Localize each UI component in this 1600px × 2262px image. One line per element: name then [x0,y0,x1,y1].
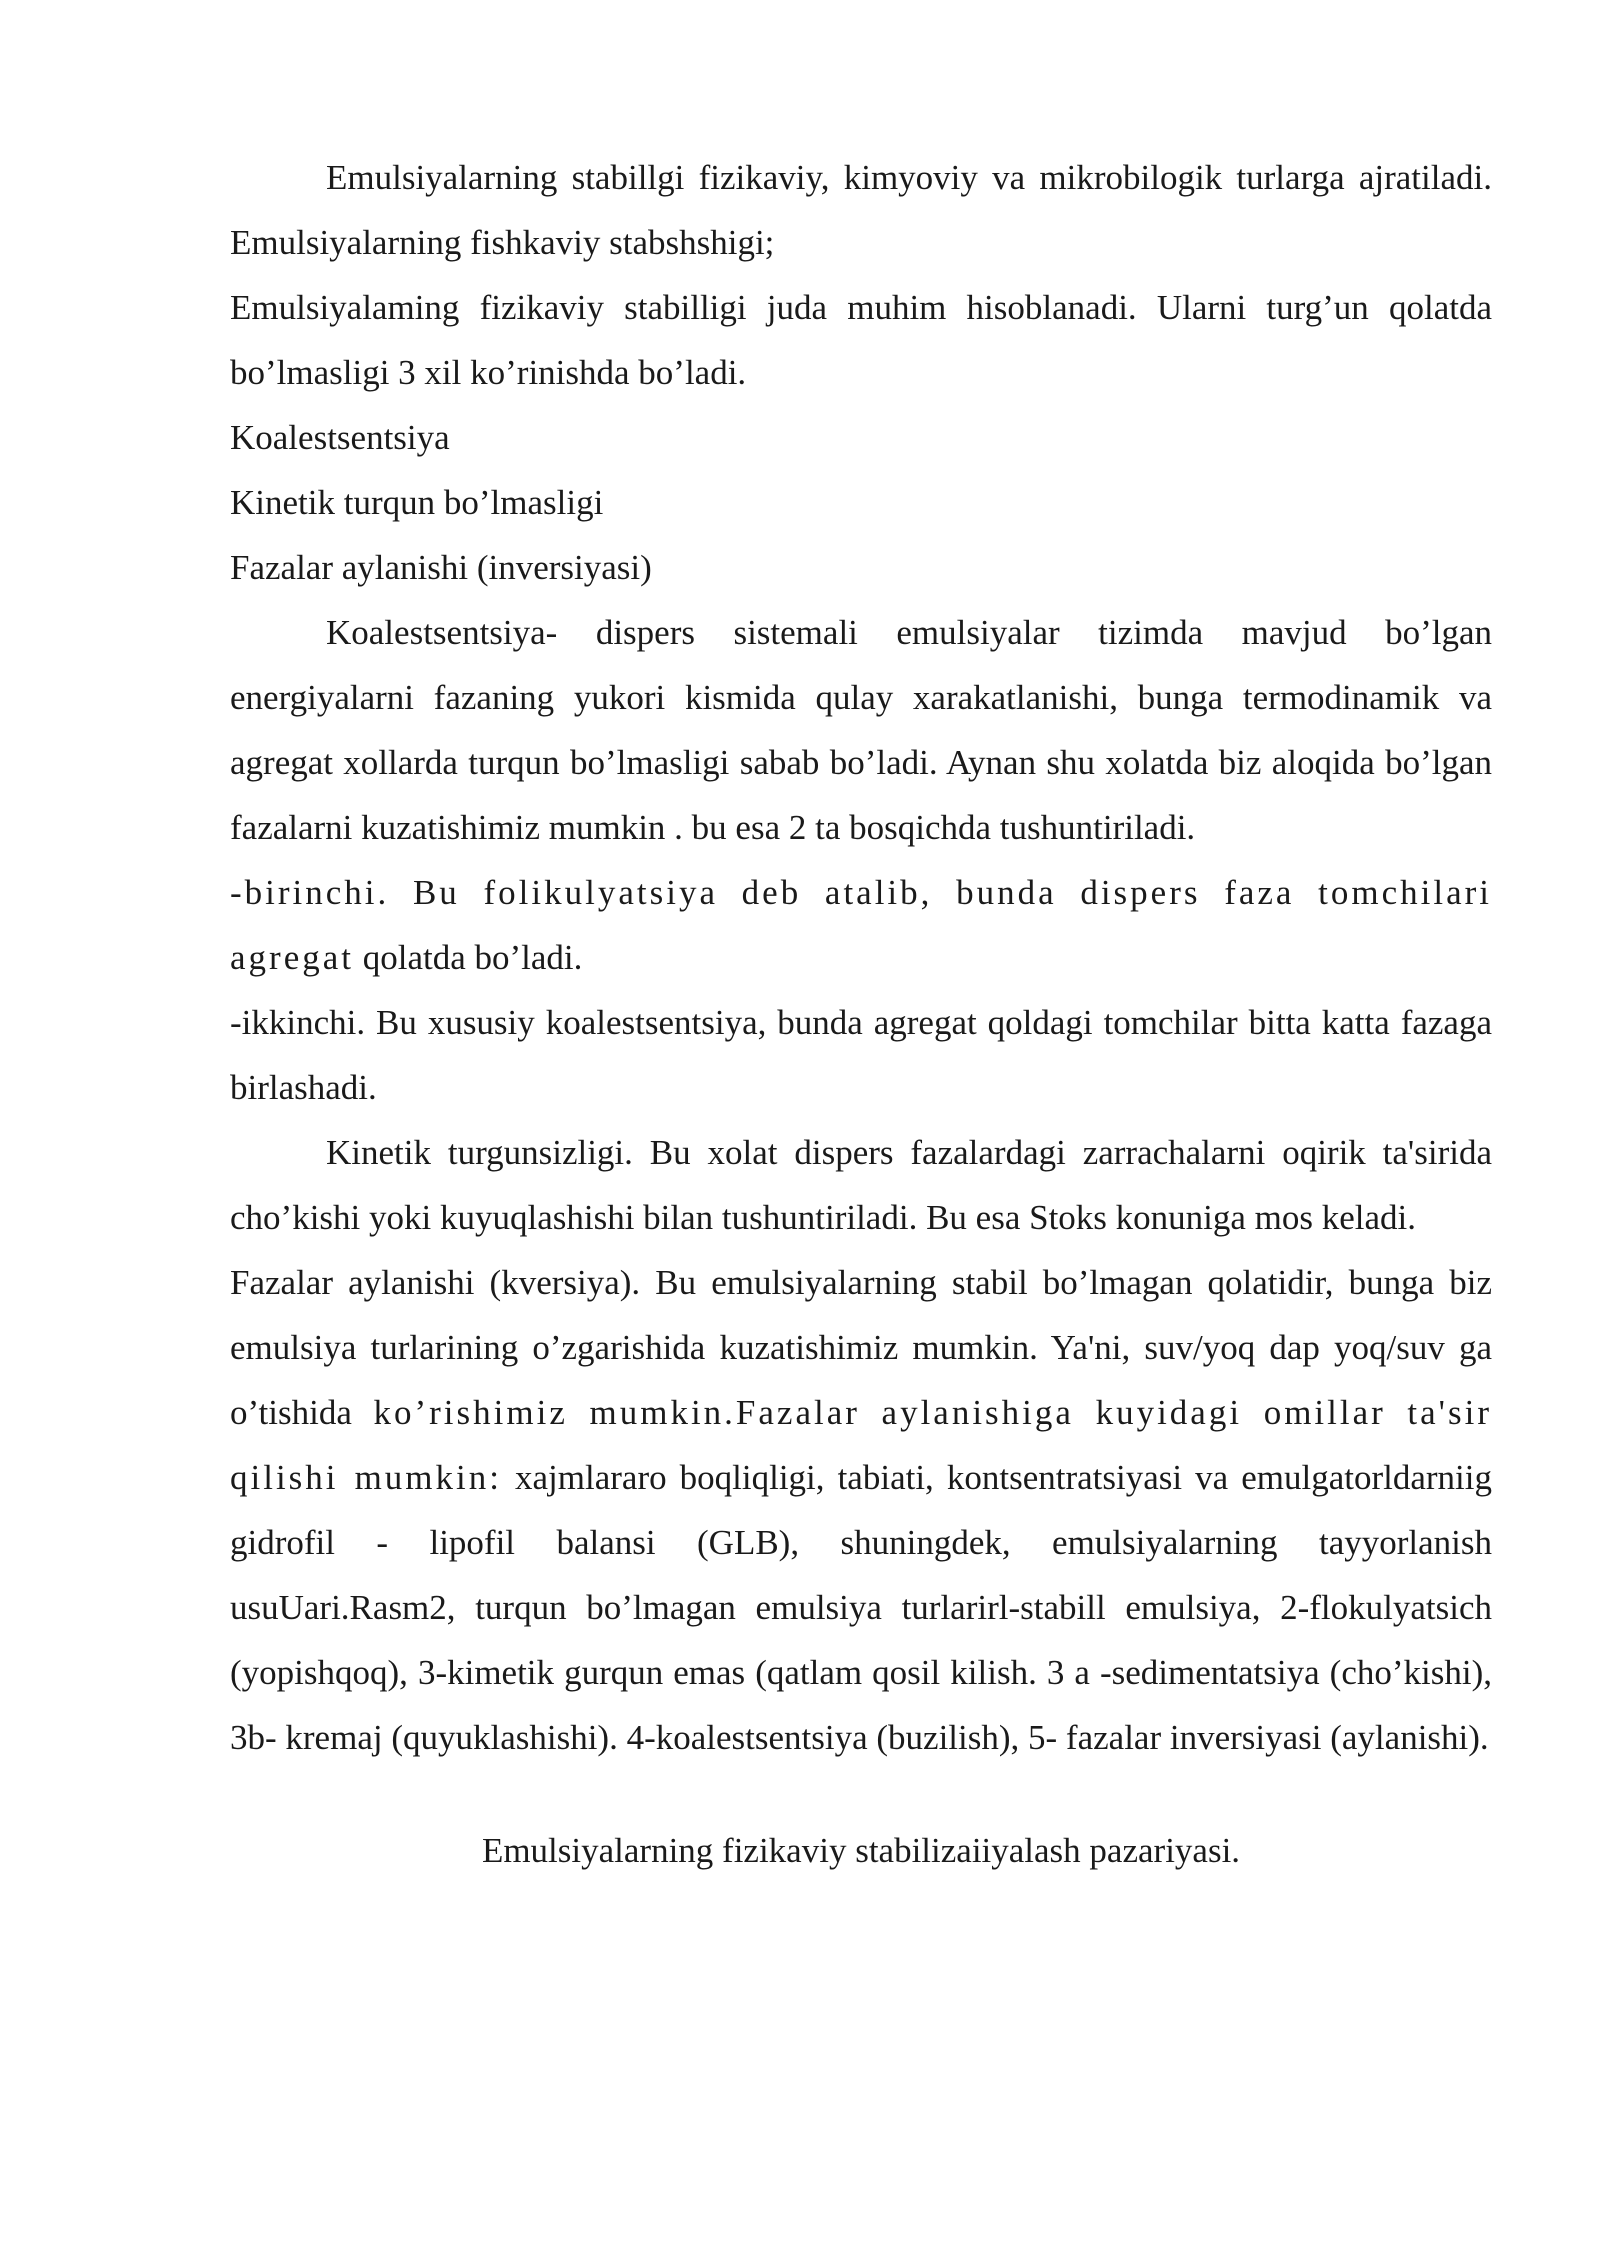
paragraph-phase-inversion [230,1250,1492,1770]
phase-inversion-text-spaced: ko’rishimiz mumkin.Fazalar aylanishiga kuyidagi omillar ta'sir qilishi mumkin: [230,1393,1492,1497]
paragraph-stage-one [230,860,1492,990]
paragraph-emulsion-stability-types: Emulsiyalarning stabillgi fizikaviy, kimyoviy va mikrobilogik turlarga ajratiladi. Emulsiyalarning fishkaviy stabshshigi; [230,158,1492,262]
paragraph-physical-stability: Emulsiyalaming fizikaviy stabilligi juda muhim hisoblanadi. Ularni turg’un qolatda bo’lmasligi 3 xil ko’rinishda bo’ladi. [230,288,1492,392]
paragraph-stage-two: -ikkinchi. Bu xususiy koalestsentsiya, bunda agregat qoldagi tomchilar bitta katta fazaga birlashadi. [230,1003,1492,1107]
section-heading: Emulsiyalarning fizikaviy stabilizaiiyalash pazariyasi. [481,1831,1241,1870]
paragraph-kinetic-instability: Kinetik turgunsizligi. Bu xolat dispers fazalardagi zarrachalarni oqirik ta'sirida cho’kishi yoki kuyuqlashishi bilan tushuntiriladi. Bu esa Stoks konuniga mos keladi. [230,1133,1492,1237]
document-body [230,145,1492,1883]
phase-inversion-text-end: xajmlararo boqliqligi, tabiati, kontsentratsiyasi va emulgatorldarniig gidrofil - lipofil balansi (GLB), shuningdek, emulsiyalarning tayyorlanish usuUari.Rasm2, turqun bo’lmagan emulsiya turlarirl-stabill emulsiya, 2-flokulyatsich (yopishqoq), 3-kimetik gurqun emas (qatlam qosil kilish. 3 a -sedimentatsiya (cho’kishi), 3b- kremaj (quyuklashishi). 4-koalestsentsiya (buzilish), 5- fazalar inversiyasi (aylanishi). [230,1458,1492,1757]
instability-forms-list [230,405,1492,600]
list-item-kinetic-instability: Kinetik turqun bo’lmasligi [230,483,604,522]
list-item-phase-inversion: Fazalar aylanishi (inversiyasi) [230,548,652,587]
phase-inversion-text-start: Fazalar aylanishi (kversiya). Bu emulsiyalarning stabil bo’lmagan qolatidir, bunga biz emulsiya turlarining o’zgarishida kuzatishimiz mumkin. Ya'ni, suv/yoq dap yoq/suv ga o’tishida [230,1263,1492,1432]
stage-one-text: -birinchi. Bu folikulyatsiya deb atalib, bunda dispers faza tomchilari agregat [230,873,1492,977]
paragraph-coalescence-definition: Koalestsentsiya- dispers sistemali emulsiyalar tizimda mavjud bo’lgan energiyalarni fazaning yukori kismida qulay xarakatlanishi, bunga termodinamik va agregat xollarda turqun bo’lmasligi sabab bo’ladi. Aynan shu xolatda biz aloqida bo’lgan fazalarni kuzatishimiz mumkin . bu esa 2 ta bosqichda tushuntiriladi. [230,613,1492,847]
stage-one-text-end: qolatda bo’ladi. [353,938,583,977]
list-item-coalescence: Koalestsentsiya [230,418,450,457]
